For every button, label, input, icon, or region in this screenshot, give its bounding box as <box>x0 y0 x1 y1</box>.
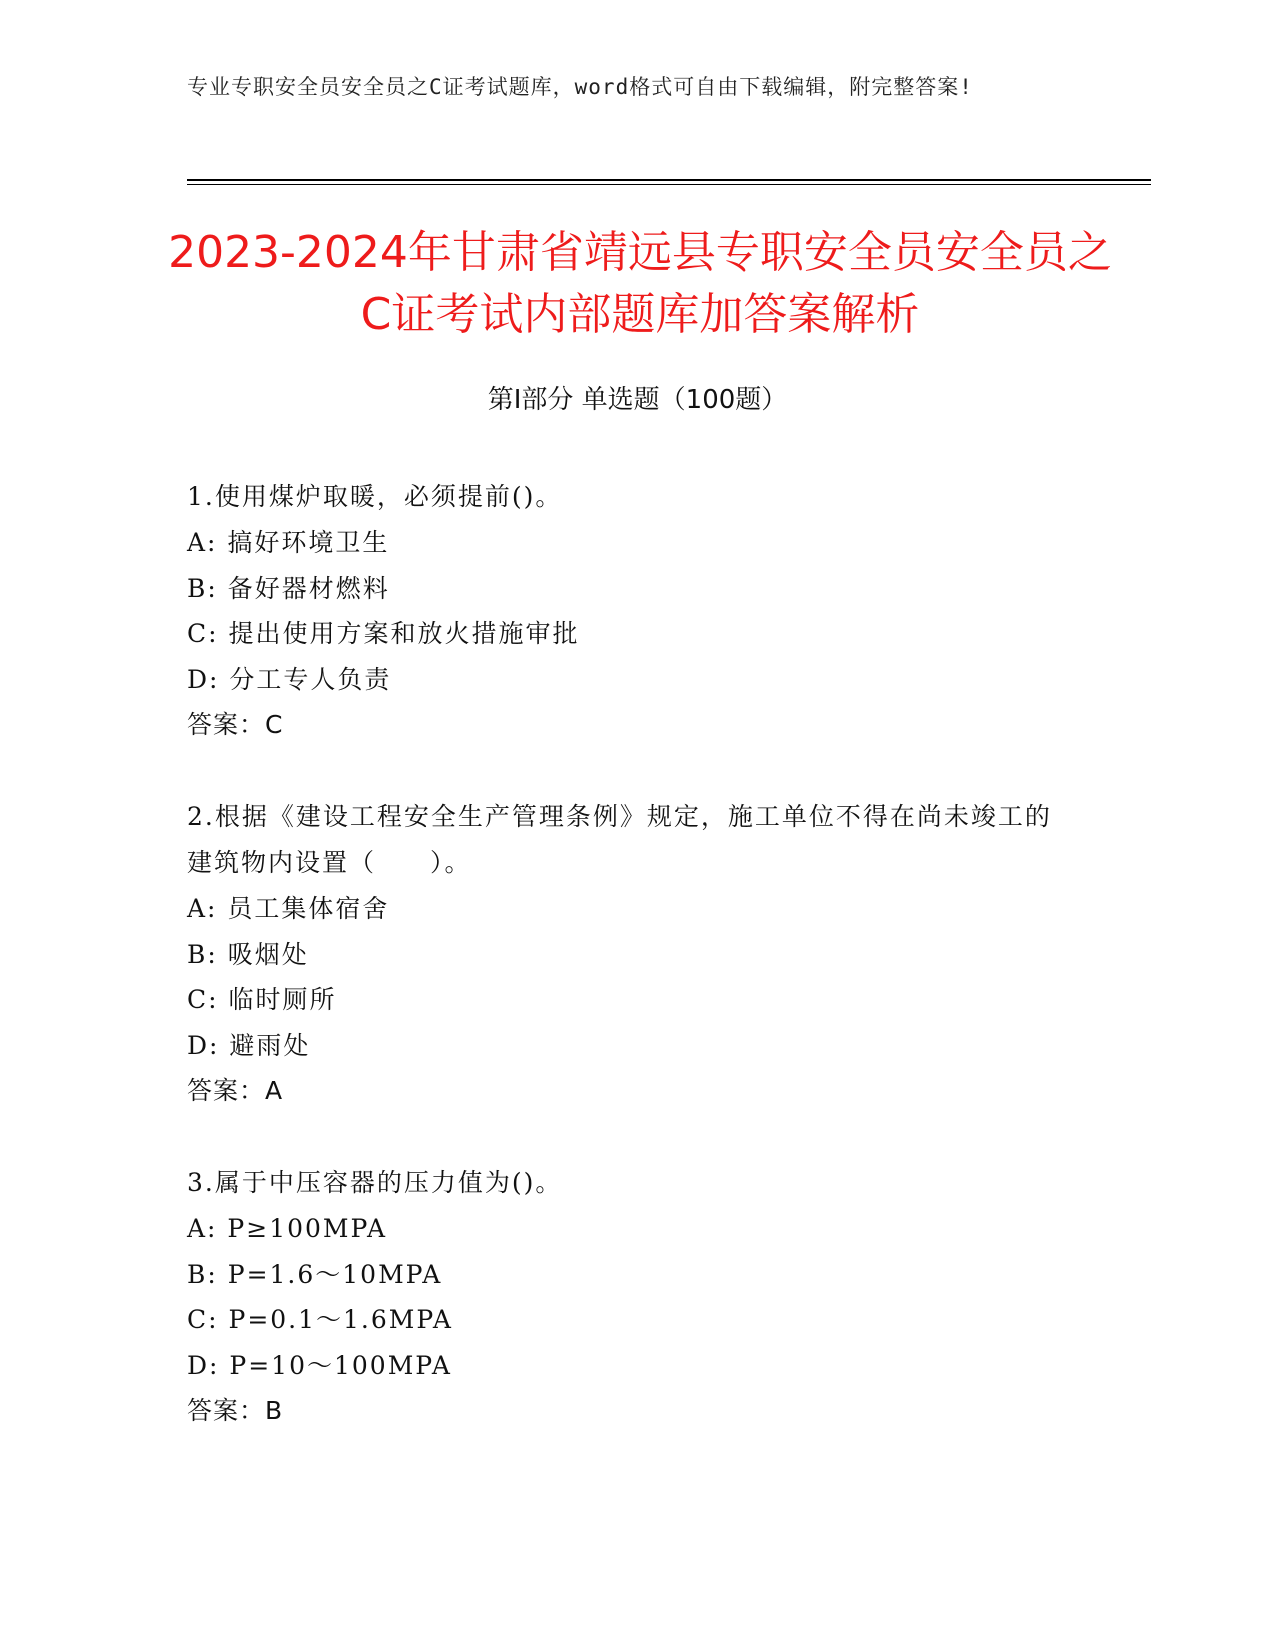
question-stem: 1.使用煤炉取暖，必须提前()。 <box>187 482 563 511</box>
option-d: D: 避雨处 <box>187 1030 311 1060</box>
question-1 <box>187 474 1067 748</box>
option-a: A: 搞好环境卫生 <box>187 528 390 557</box>
document-title: 2023-2024年甘肃省靖远县专职安全员安全员之C证考试内部题库加答案解析 <box>168 227 1112 340</box>
answer-line: 答案：A <box>187 1076 284 1105</box>
header-note: 专业专职安全员安全员之C证考试题库，word格式可自由下载编辑，附完整答案! <box>187 75 973 99</box>
question-stem: 3.属于中压容器的压力值为()。 <box>187 1168 563 1197</box>
header-divider-thin <box>187 184 1151 185</box>
option-d: D: P=10～100MPA <box>187 1350 452 1380</box>
section-heading: 第I部分 单选题（100题） <box>487 385 788 415</box>
question-3 <box>187 1160 1067 1434</box>
question-2 <box>187 794 1067 1114</box>
option-c: C: 临时厕所 <box>187 985 337 1014</box>
option-a: A: P≥100MPA <box>187 1214 388 1243</box>
question-stem: 2.根据《建设工程安全生产管理条例》规定，施工单位不得在尚未竣工的建筑物内设置（ ）。 <box>187 802 1052 877</box>
header-divider-thick <box>187 179 1151 181</box>
option-c: C: 提出使用方案和放火措施审批 <box>187 619 580 648</box>
option-c: C: P=0.1～1.6MPA <box>187 1305 453 1334</box>
option-b: B: 吸烟处 <box>187 939 309 969</box>
answer-line: 答案：C <box>187 710 284 739</box>
option-d: D: 分工专人负责 <box>187 664 392 694</box>
option-b: B: 备好器材燃料 <box>187 573 390 603</box>
option-b: B: P=1.6～10MPA <box>187 1259 443 1289</box>
answer-line: 答案：B <box>187 1396 284 1425</box>
option-a: A: 员工集体宿舍 <box>187 894 390 923</box>
